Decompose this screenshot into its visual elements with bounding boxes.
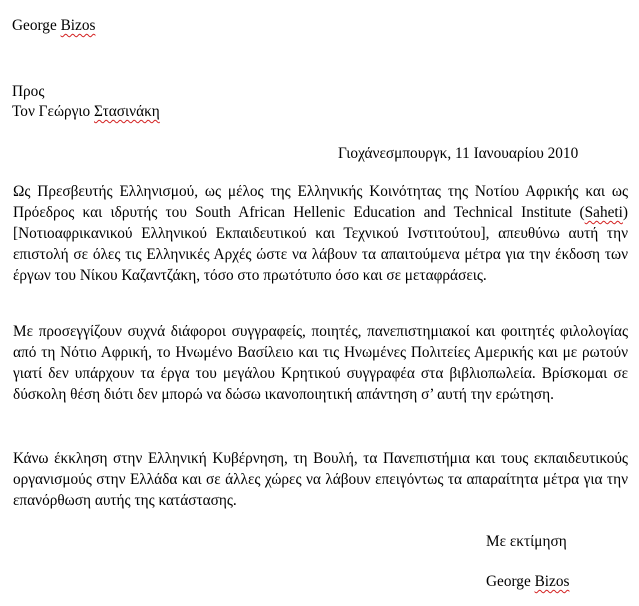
closing-salutation: Με εκτίμηση — [486, 533, 567, 550]
paragraph-3: Κάνω έκκληση στην Ελληνική Κυβέρνηση, τη Βουλή, τα Πανεπιστήμια και τους εκπαιδευτικούς οργανισμούς στην Ελλάδα και σε άλλες χώρες να λάβουν επειγόντως τα απαραίτητα μέτρα για την επανόρθωση αυτής της κατάστασης. — [13, 450, 628, 509]
sender-last-name: Bizos — [60, 17, 96, 34]
paragraph-1 — [13, 181, 628, 286]
saheti-acronym: Saheti — [584, 204, 623, 221]
paragraph-1-part-1: Ως Πρεσβευτής Ελληνισμού, ως μέλος της Ελληνικής Κοινότητας της Νοτίου Αφρικής και ως Πρόεδρος και ιδρυτής του South African Hellenic Education and Technical Institute ( — [13, 183, 628, 221]
recipient-surname: Στασινάκη — [94, 103, 160, 120]
signature-name — [486, 571, 569, 592]
paragraph-2: Με προσεγγίζουν συχνά διάφοροι συγγραφείς, ποιητές, πανεπιστημιακοί και φοιτητές φιλολογίας από τη Νότιο Αφρική, το Ηνωμένο Βασίλειο και τις Ηνωμένες Πολιτείες Αμερικής και με ρωτούν γιατί δεν υπάρχουν τα έργα του μεγάλου Κρητικού συγγραφέα στα βιβλιοπωλεία. Βρίσκομαι σε δύσκολη θέση διότι δεν μπορώ να δώσω ικανοποιητική απάντηση σ’ αυτή την ερώτηση. — [13, 323, 628, 403]
signature-last-name: Bizos — [534, 573, 570, 590]
letter-date: Γιοχάνεσμπουργκ, 11 Ιανουαρίου 2010 — [338, 145, 579, 162]
paragraph-1-part-2: ) [Νοτιοαφρικανικού Ελληνικού Εκπαιδευτικού και Τεχνικού Ινστιτούτου], απευθύνω αυτή την επιστολή σε όλες τις Ελληνικές Αρχές ώστε να λάβουν τα απαιτούμενα μέτρα για την έκδοση των έργων του Νίκου Καζαντζάκη, τόσο στο πρωτότυπο όσο και σε μεταφράσεις. — [13, 204, 628, 284]
recipient-label: Προς — [12, 83, 45, 100]
recipient-name — [12, 101, 160, 122]
recipient-prefix: Τον Γεώργιο — [12, 103, 91, 120]
sender-name — [12, 15, 95, 36]
sender-first-name: George — [12, 17, 57, 34]
signature-first-name: George — [486, 573, 531, 590]
